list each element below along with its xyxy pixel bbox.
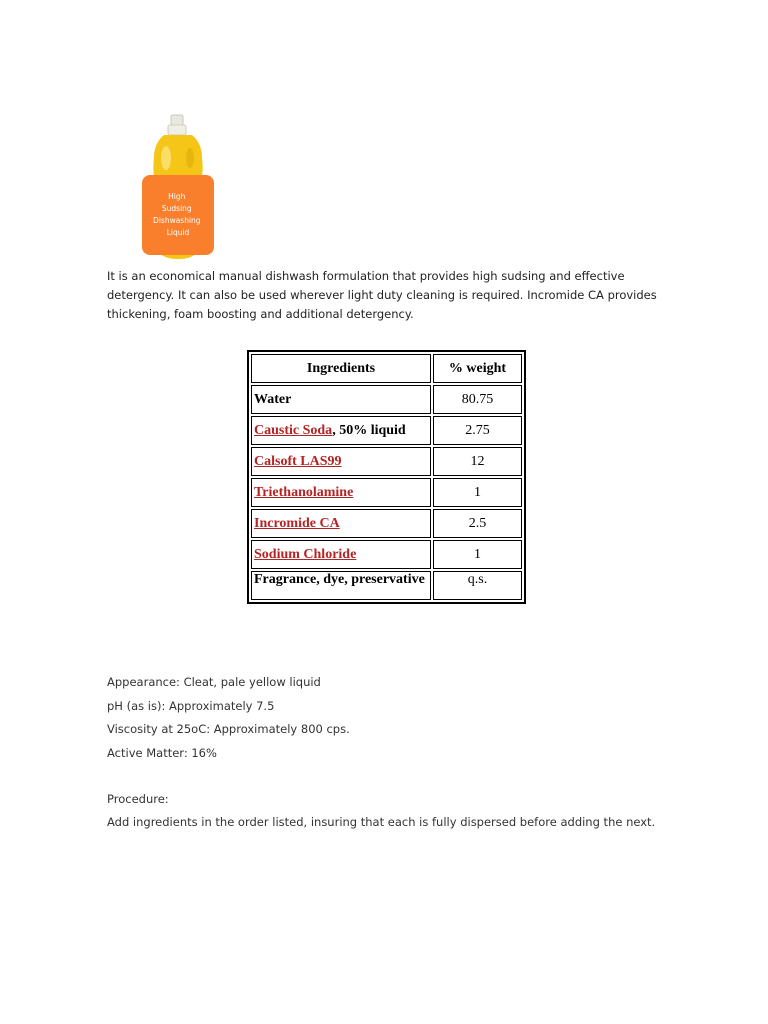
table-row: [251, 571, 522, 600]
ingredient-weight: 2.75: [433, 416, 522, 445]
ingredient-weight: 12: [433, 447, 522, 476]
ingredient-suffix: , 50% liquid: [332, 422, 406, 438]
ingredient-link-calsoft-las99[interactable]: Calsoft LAS99: [254, 453, 342, 469]
table-row: [251, 478, 522, 507]
ingredient-cell: [251, 540, 431, 569]
ingredient-name: Fragrance, dye, preservative: [251, 571, 431, 600]
table-row: [251, 416, 522, 445]
header-weight: % weight: [433, 354, 522, 383]
table-row: [251, 447, 522, 476]
table-header-row: [251, 354, 522, 383]
ingredient-weight: 80.75: [433, 385, 522, 414]
ingredient-cell: [251, 478, 431, 507]
ingredient-name: Water: [251, 385, 431, 414]
active-matter-text: Active Matter: 16%: [107, 745, 217, 760]
ingredient-cell: [251, 416, 431, 445]
dishwashing-bottle-image: [140, 113, 216, 263]
ingredient-link-sodium-chloride[interactable]: Sodium Chloride: [254, 546, 357, 562]
ingredient-link-incromide-ca[interactable]: Incromide CA: [254, 515, 340, 531]
ingredient-weight: q.s.: [433, 571, 522, 600]
properties-list: [107, 674, 350, 768]
viscosity-text: Viscosity at 25oC: Approximately 800 cps.: [107, 722, 350, 736]
ph-text: pH (as is): Approximately 7.5: [107, 698, 275, 713]
table-row: [251, 509, 522, 538]
ingredient-weight: 1: [433, 540, 522, 569]
table-row: [251, 385, 522, 414]
table-row: [251, 540, 522, 569]
header-ingredients: Ingredients: [251, 354, 431, 383]
svg-text:High Sudsing Dishwashi: High Sudsing Dishwashing Liquid: [153, 192, 201, 237]
appearance-text: Appearance: Cleat, pale yellow liquid: [107, 675, 321, 689]
procedure-text: Add ingredients in the order listed, insuring that each is fully dispersed before adding the next.: [107, 815, 656, 829]
intro-paragraph: It is an economical manual dishwash formulation that provides high sudsing and effective detergency. It can also be used wherever light duty cleaning is required. Incromide CA provides thickening, foam boosting and additional detergency.: [107, 269, 657, 321]
ingredient-link-triethanolamine[interactable]: Triethanolamine: [254, 484, 354, 500]
ingredient-cell: [251, 509, 431, 538]
ingredient-weight: 2.5: [433, 509, 522, 538]
ingredient-cell: [251, 447, 431, 476]
ingredient-link-caustic-soda[interactable]: Caustic Soda: [254, 422, 333, 438]
ingredients-table: [247, 350, 526, 604]
ingredient-weight: 1: [433, 478, 522, 507]
procedure-title: Procedure:: [107, 792, 169, 806]
